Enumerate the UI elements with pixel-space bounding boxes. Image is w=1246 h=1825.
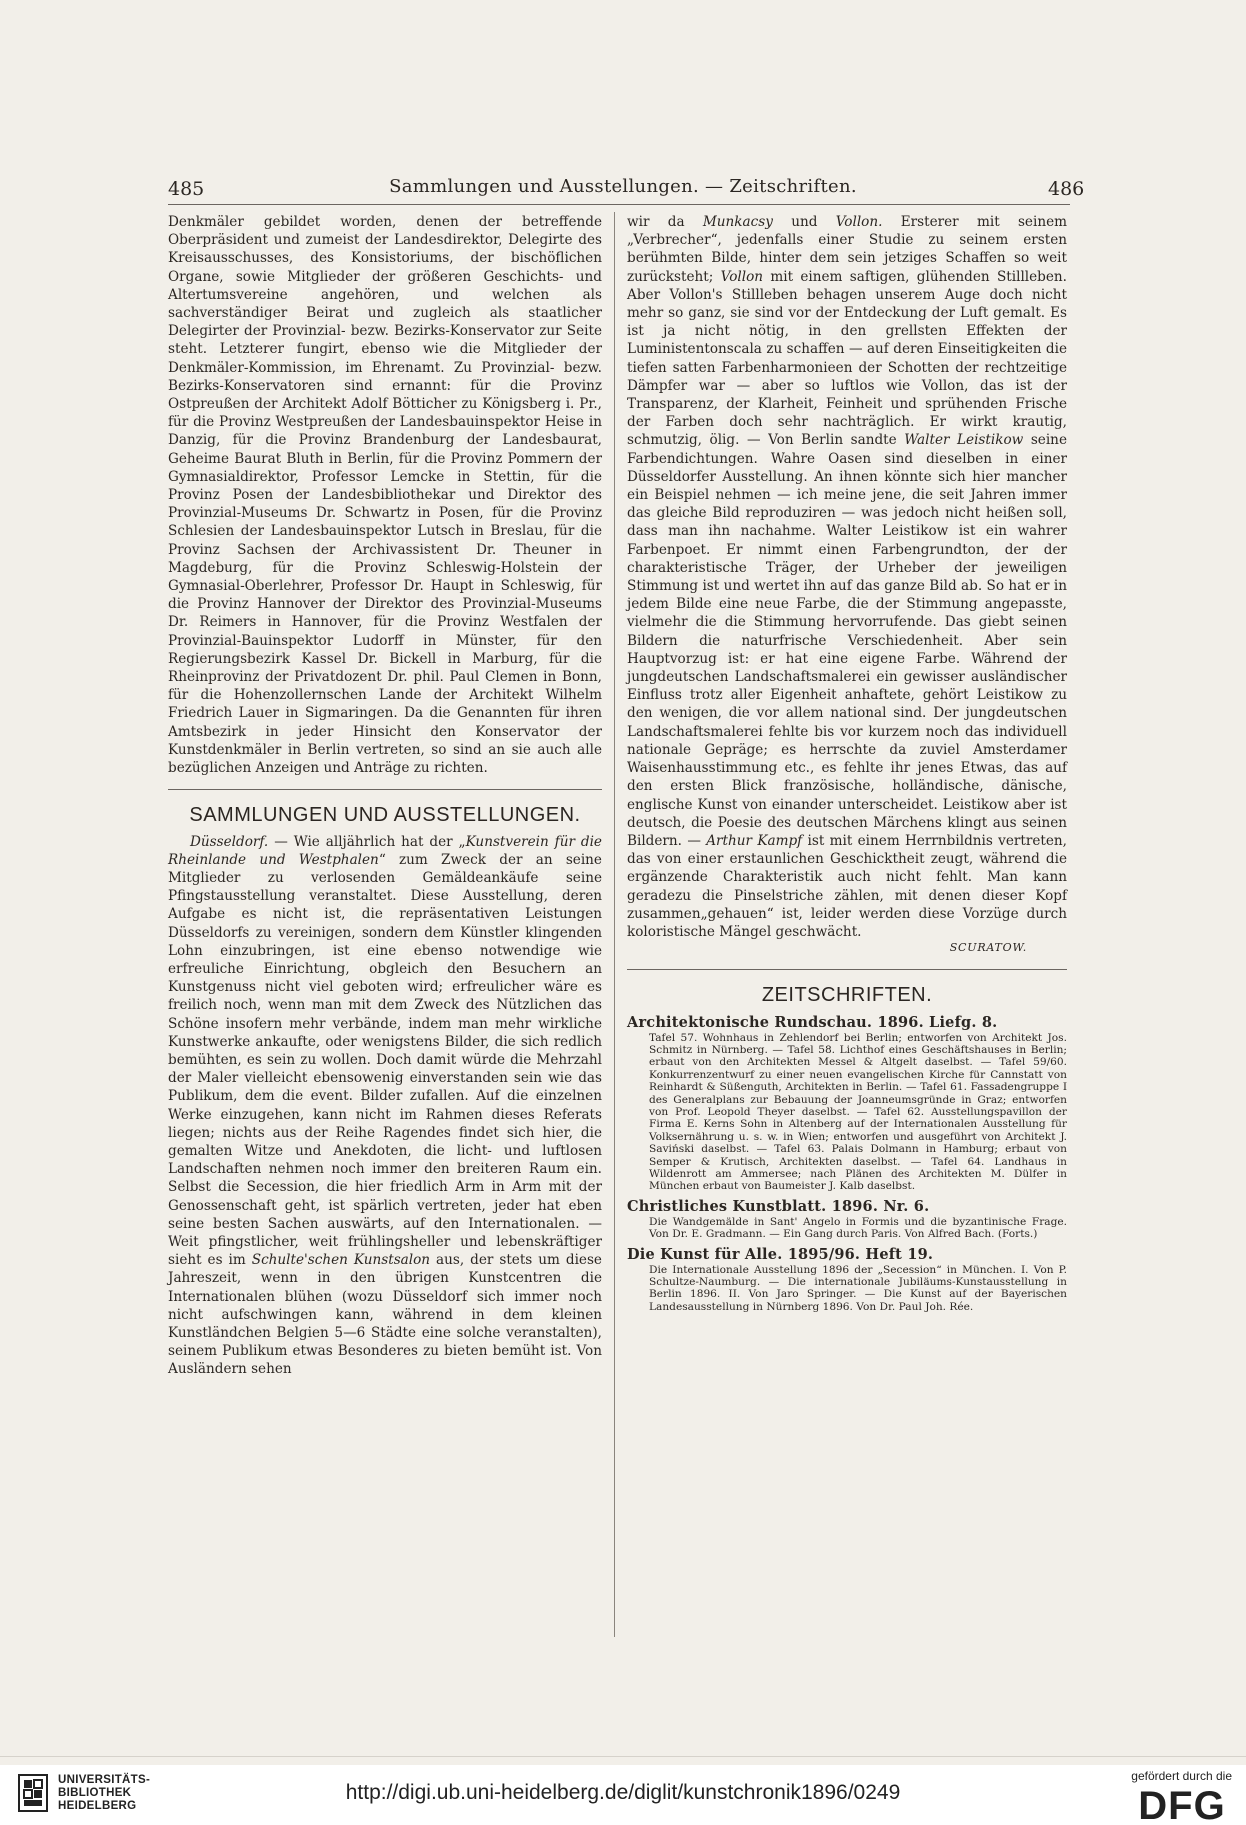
artist-leistikow: Walter Leistikow [904,432,1024,449]
author-signature: SCURATOW. [949,941,1027,955]
journal-title: Die Kunst für Alle. 1895/96. Heft 19. [627,1245,934,1263]
section-rule [627,969,1067,970]
right-column [627,213,1067,1313]
journal-contents: Die Wandgemälde in Sant' Angelo in Formis und die byzantinische Frage. Von Dr. E. Gradmann. — Ein Gang durch Paris. Von Alfred Bach. (Forts.) [649,1215,1067,1241]
funding-note: gefördert durch die [1131,1769,1232,1783]
journal-entry [627,1013,1067,1193]
dfg-logo [1130,1784,1234,1824]
denkmal-paragraph: Denkmäler gebildet worden, denen der betreffende Oberpräsident und zumeist der Landesdirektor, Delegirte des Kreisausschusses, des Konsistoriums, der bischöflichen Organe, sowie Mitglieder der größeren Geschichts- und Altertumsvereine angehören, und welchen als sachverständiger Beirat und zugleich als staatlicher Delegirter der Provinzial- bezw. Bezirks-Konservator zur Seite steht. Letzterer fungirt, ebenso wie die Mitglieder der Denkmäler-Kommission, im Ehrenamt. Zu Provinzial- bezw. Bezirks-Konservatoren sind ernannt: für die Provinz Ostpreußen der Architekt Adolf Bötticher zu Königsberg i. Pr., für die Provinz Westpreußen der Landesbauinspektor Heise in Danzig, für die Provinz Brandenburg der Landesbaurat, Geheime Baurat Bluth in Berlin, für die Provinz Pommern der Gymnasialdirektor, Professor Lemcke in Stettin, für die Provinz Posen der Landesbibliothekar und Direktor des Provinzial-Museums Dr. Schwartz in Posen, für die Provinz Schlesien der Landesbauinspektor Lutsch in Breslau, für die Provinz Sachsen der Archivassistent Dr. Theuner in Magdeburg, für die Provinz Schleswig-Holstein der Gymnasial-Oberlehrer, Professor Dr. Haupt in Schleswig, für die Provinz Hannover der Direktor des Provinzial-Museums Dr. Reimers in Hannover, für die Provinz Westfalen der Provinzial-Bauinspektor Ludorff in Münster, für den Regierungsbezirk Kassel Dr. Bickell in Marburg, für die Rheinprovinz der Privatdozent Dr. phil. Paul Clemen in Bonn, für die Hohenzollernschen Lande der Architekt Wilhelm Friedrich Lauer in Sigmaringen. Da die Genannten für ihren Amtsbezirk in jeder Hinsicht den Konservator der Kunstdenkmäler in Berlin vertreten, so sind an sie auch alle bezüglichen Anzeigen und Anträge zu richten. [168,214,602,777]
artist-vollon: Vollon. [835,214,883,230]
artist-vollon: Vollon [720,268,764,285]
library-name-line: BIBLIOTHEK [58,1787,132,1799]
journal-title: Architektonische Rundschau. 1896. Liefg. 8. [627,1013,998,1031]
artist-kampf: Arthur Kampf [706,832,803,849]
kunstverein-name: Kunstverein für die Rheinlande und Westphalen [168,833,602,868]
text-run: Ersterer mit seinem „Verbrecher“, jedenfalls einer Studie zu seinem ersten berühmten Bilde, hinter dem sein jetziges Schaffen so weit zurücksteht; [627,214,1068,285]
header-rule [168,204,1070,205]
journal-title: Christliches Kunstblatt. 1896. Nr. 6. [627,1197,930,1215]
text-run: mit einem saftigen, glühenden Stillleben. Aber Vollon's Stillleben behagen unserem Auge doch nicht mehr so ganz, sie sind vor der Entdeckung der Luft gemalt. Es ist ja nicht nötig, in den grellsten Effekten der Luministentonscala zu schaffen — auf deren Einseitigkeiten die tiefen satten Farbenharmonieen der Schotten der rechtzeitige Dämpfer war — aber so luftlos wie Vollon, das ist der Transparenz, der Klarheit, Feinheit und sprühenden Frische der Farben doch sehr nachträglich. Er wirkt krautig, schmutzig, ölig. — Von Berlin sandte [627,268,1068,449]
footer-divider [0,1756,1246,1757]
journal-entry [627,1245,1067,1314]
text-run: “ zum Zweck der an seine Mitglieder zu verlosenden Gemäldeankäufe seine Pfingstausstellung veranstaltet. Diese Ausstellung, deren Aufgabe es nicht ist, die repräsentativen Leistungen Düsseldorfs zu vereinigen, sondern dem Künstler klingenden Lohn einzubringen, ist eine ebenso notwendige wie erfreuliche Einrichtung, obgleich den Besuchern an Kunstgenuss nicht viel geboten wird; erfreulicher wäre es freilich noch, wenn man mit dem Zweck des Nützlichen das Schöne insofern mehr verbände, indem man mehr wirkliche Kunstwerke ankaufte, oder wenigstens Bilder, die sich redlich bemühten, es sein zu wollen. Doch damit würde die Mehrzahl der Maler vielleicht ebensowenig einverstanden sein wie das Publikum, dem die event. Bilder zufallen. Auf die einzelnen Werke einzugehen, kann nicht im Rahmen dieses Referats liegen; nichts aus der Reihe Ragendes findet sich hier, die gemalten Witze und Anekdoten, die licht- und luftlosen Landschaften nehmen noch immer den breiteren Raum ein. Selbst die Secession, die hier friedlich Arm in Arm mit der Genossenschaft geht, ist spärlich vertreten, jeder hat eben seine besten Sachen auswärts, auf den Internationalen. — Weit pfingstlicher, weit frühlingsheller und lebenskräftiger sieht es im [168,851,602,1269]
journal-entry [627,1197,1067,1241]
journal-contents: Tafel 57. Wohnhaus in Zehlendorf bei Berlin; entworfen von Architekt Jos. Schmitz in Nürnberg. — Tafel 58. Lichthof eines Geschäftshauses in Berlin; erbaut von den Architekten Messel & Altgelt daselbst. — Tafel 59/60. Konkurrenzentwurf zu einer neuen evangelischen Kirche für Cannstatt von Reinhardt & Süßenguth, Architekten in Berlin. — Tafel 61. Fassadengruppe I des Generalplans zur Bebauung der Joanneumsgründe in Graz; entworfen von Prof. Leopold Theyer daselbst. — Tafel 62. Ausstellungspavillon der Firma E. Kerns Sohn in Altenberg auf der Internationalen Ausstellung für Volksernährung u. s. w. in Wien; entworfen und ausgeführt von Architekt J. Saviński daselbst. — Tafel 63. Palais Dolmann in Hamburg; erbaut von Semper & Krutisch, Architekten daselbst. — Tafel 64. Landhaus in Wildenrott am Ammersee; nach Plänen des Architekten M. Dülfer in München erbaut von Baumeister J. Kalb daselbst. [649,1031,1067,1193]
column-divider [614,212,615,1637]
artist-munkacsy: Munkacsy [702,214,773,230]
text-run: und [772,214,836,230]
text-run: — Wie alljährlich hat der „ [268,833,466,850]
running-head: Sammlungen und Ausstellungen. — Zeitschriften. [389,176,857,197]
kunstsalon-name: Schulte'schen Kunstsalon [251,1252,431,1269]
page-number-right: 486 [1048,178,1085,200]
page-number-left: 485 [168,178,205,200]
library-name-line: UNIVERSITÄTS- [58,1774,151,1786]
journal-contents: Die Internationale Ausstellung 1896 der „Secession“ in München. I. Von P. Schultze-Naumburg. — Die internationale Jubiläums-Kunstausstellung in Berlin 1896. II. Von Jaro Springer. — Die Kunst auf der Bayerischen Landesausstellung in Nürnberg 1896. Von Dr. Paul Joh. Rée. [649,1263,1067,1313]
section-rule [168,789,602,790]
left-column [168,213,602,1379]
dfg-logo-text: DFG [1138,1784,1226,1824]
text-run: ist mit einem Herrnbildnis vertreten, das von einer erstaunlichen Geschicktheit zeugt, während die ergänzende Charakteristik auch nicht fehlt. Man kann geradezu die Pinselstriche zählen, mit denen dieser Kopf zusammen„gehauen“ ist, leider werden diese Vorzüge durch koloristische Mängel geschwächt. [627,832,1067,940]
place-duesseldorf: Düsseldorf. [190,833,269,850]
text-run: wir da [627,214,703,230]
text-run: seine Farbendichtungen. Wahre Oasen sind dieselben in einer Düsseldorfer Ausstellung. An ihnen könnte sich hier mancher ein Beispiel nehmen — ich meine jene, die seit Jahren immer das gleiche Bild reproduziren — was jedoch nicht heißen soll, dass man ihn nachahme. Walter Leistikow ist ein wahrer Farbenpoet. Er nimmt einen Farbengrundton, der der charakteristische Träger, der Urheber der jeweiligen Stimmung ist und wertet ihn auf das ganze Bild ab. So hat er in jedem Bilde eine neue Farbe, die der Stimmung angepasste, vielmehr die die Stimmung hervorrufende. Das giebt seinen Bildern die naturfrische Verschiedenheit. Aber sein Hauptvorzug ist: er hat eine eigene Farbe. Während der jungdeutschen Landschaftsmalerei ein gewisser ausländischer Einfluss trotz aller Eigenheit anhaftete, gehört Leistikow zu den wenigen, die vor allem national sind. Der jungdeutschen Landschaftsmalerei fehlte bis vor kurzem noch das individuell nationale Gepräge; es herrschte da zuviel Amsterdamer Waisenhausstimmung etc., es fehlte ihr jenes Etwas, das auf den ersten Blick französische, holländische, dänische, englische Kunst von einander unterscheidet. Leistikow aber ist deutsch, die Poesie des deutschen Märchens klingt aus seinen Bildern. — [627,432,1067,849]
review-paragraph [627,213,1067,941]
source-url-link[interactable]: http://digi.ub.uni-heidelberg.de/diglit/kunstchronik1896/0249 [345,1781,901,1804]
footer-bar [0,1765,1246,1825]
text-run: aus, der stets um diese Jahreszeit, wenn in den übrigen Kunstcentren die Internationalen blühen (wozu Düsseldorf sich immer noch nicht aufschwingen kann, während in dem kleinen Kunstländchen Belgien 5—6 Städte eine solche veranstalten), seinem Publikum etwas Besonderes zu bieten bemüht ist. Von Ausländern sehen [168,1252,602,1378]
library-name-line: HEIDELBERG [58,1800,137,1812]
duesseldorf-paragraph [168,833,602,1379]
section-title-sammlungen: SAMMLUNGEN UND AUSSTELLUNGEN. [189,804,581,827]
section-title-zeitschriften: ZEITSCHRIFTEN. [761,984,933,1007]
